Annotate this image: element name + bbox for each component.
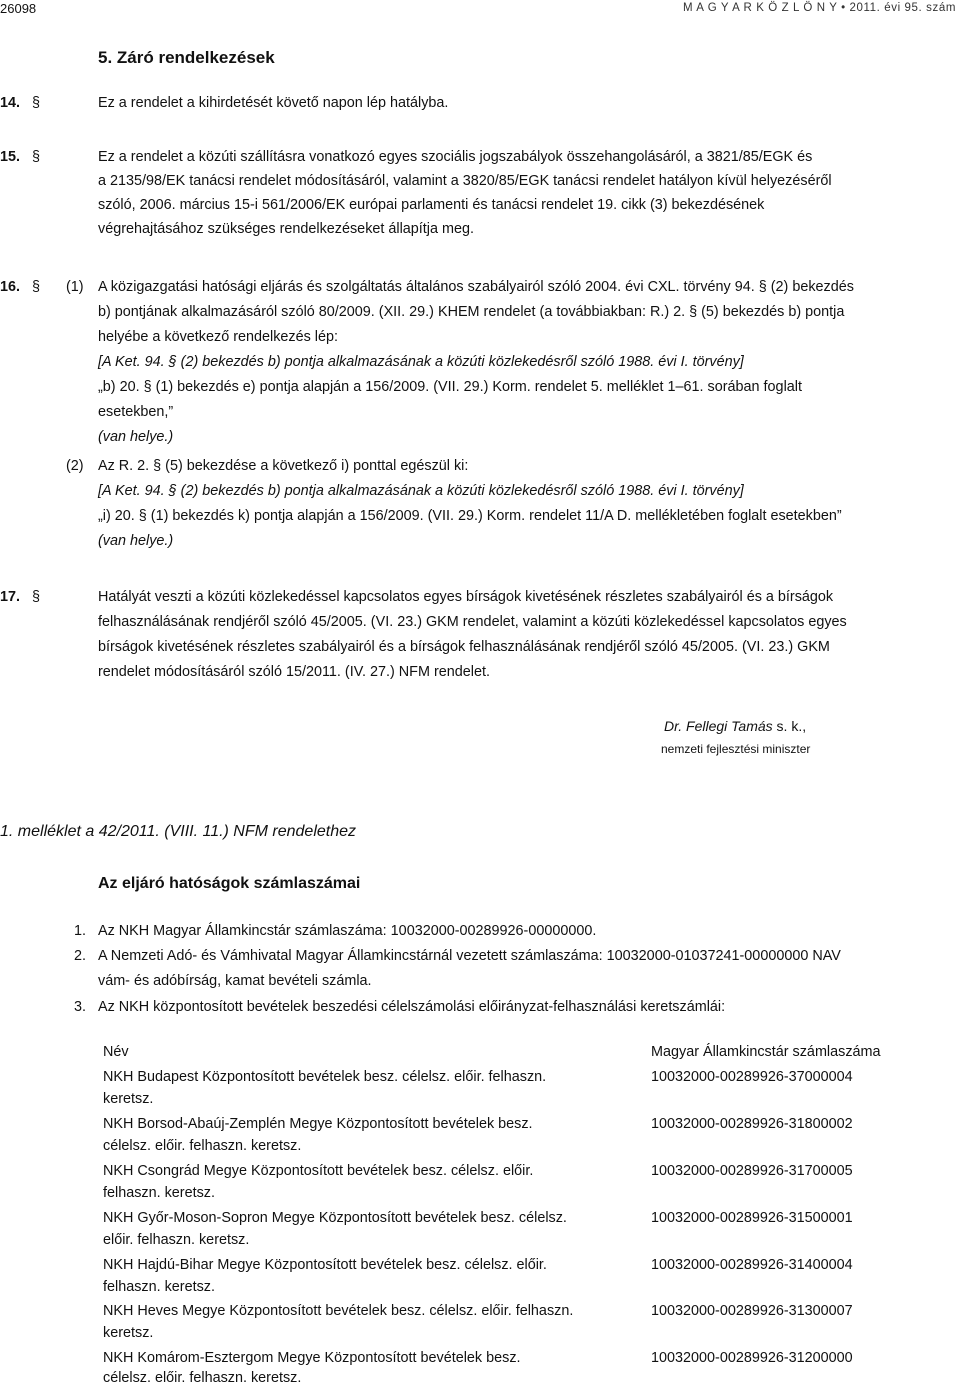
table-header-name: Név bbox=[103, 1044, 129, 1060]
list-item-number: 2. bbox=[74, 948, 87, 964]
paragraph-16-line: Az R. 2. § (5) bekezdése a következő i) ponttal egészül ki: bbox=[98, 458, 469, 474]
annex-heading: 1. melléklet a 42/2011. (VIII. 11.) NFM rendelethez bbox=[0, 823, 357, 840]
paragraph-15-line: végrehajtásához szükséges rendelkezéseket állapítja meg. bbox=[98, 221, 474, 237]
paragraph-16-line: helyébe a következő rendelkezés lép: bbox=[98, 329, 338, 345]
paragraph-17-line: bírságok kivetésének részletes szabályairól és a bírságok felhasználásának rendjéről szóló 45/2005. (VI. 23.) GKM bbox=[98, 639, 830, 655]
table-row-name: NKH Borsod-Abaúj-Zemplén Megye Központosított bevételek besz. bbox=[103, 1116, 533, 1132]
journal-header: M A G Y A R K Ö Z L Ö N Y • 2011. évi 95. szám bbox=[682, 2, 956, 14]
paragraph-number-17: 17. bbox=[0, 589, 21, 605]
section-symbol: § bbox=[32, 589, 41, 605]
table-row-account: 10032000-00289926-31400004 bbox=[651, 1257, 853, 1273]
paragraph-16-line: A közigazgatási hatósági eljárás és szolgáltatás általános szabályairól szóló 2004. évi CXL. törvény 94. § (2) bekezdés bbox=[98, 279, 854, 295]
page-number: 26098 bbox=[0, 1, 37, 16]
table-row-name: NKH Hajdú-Bihar Megye Központosított bevételek besz. célelsz. előir. bbox=[103, 1257, 547, 1273]
table-row-account: 10032000-00289926-31200000 bbox=[651, 1350, 853, 1366]
paragraph-16-italic: [A Ket. 94. § (2) bekezdés b) pontja alkalmazásának a közúti közlekedésről szóló 1988. évi I. törvény] bbox=[98, 483, 744, 499]
paragraph-16-quote: esetekben,” bbox=[98, 404, 174, 420]
paragraph-number-15: 15. bbox=[0, 149, 21, 165]
paragraph-15-line: Ez a rendelet a közúti szállításra vonatkozó egyes szociális jogszabályok összehangolásáról, a 3821/85/EGK és bbox=[98, 149, 813, 165]
table-row-name: NKH Budapest Központosított bevételek besz. célelsz. előir. felhaszn. bbox=[103, 1069, 547, 1085]
list-item-number: 1. bbox=[74, 923, 87, 939]
signatory-title: nemzeti fejlesztési miniszter bbox=[661, 742, 811, 756]
paragraph-15-line: a 2135/98/EK tanácsi rendelet módosításáról, valamint a 3820/85/EGK tanácsi rendelet hatályon kívül helyezéséről bbox=[98, 173, 832, 189]
table-row-account: 10032000-00289926-31300007 bbox=[651, 1303, 853, 1319]
annex-subtitle: Az eljáró hatóságok számlaszámai bbox=[98, 875, 361, 892]
paragraph-16-closing: (van helye.) bbox=[98, 429, 174, 445]
paragraph-17-line: felhasználásának rendjéről szóló 45/2005. (VI. 23.) GKM rendelet, valamint a közúti közlekedéssel kapcsolatos egyes bbox=[98, 614, 847, 630]
section-symbol: § bbox=[32, 279, 41, 295]
table-row-name: keretsz. bbox=[103, 1325, 154, 1341]
section-symbol: § bbox=[32, 95, 41, 111]
signature-suffix: s. k., bbox=[772, 718, 807, 734]
table-row-name: keretsz. bbox=[103, 1091, 154, 1107]
list-item-number: 3. bbox=[74, 999, 87, 1015]
list-item-text: Az NKH központosított bevételek beszedési célelszámolási előirányzat-felhasználási keretszámlái: bbox=[98, 999, 726, 1015]
paragraph-16-quote: „b) 20. § (1) bekezdés e) pontja alapján a 156/2009. (VII. 29.) Korm. rendelet 5. melléklet 1–61. sorában foglalt bbox=[98, 379, 802, 395]
table-row-name: célelsz. előir. felhaszn. keretsz. bbox=[103, 1370, 302, 1386]
table-row-account: 10032000-00289926-31500001 bbox=[651, 1210, 853, 1226]
table-row-name: NKH Heves Megye Központosított bevételek besz. célelsz. előir. felhaszn. bbox=[103, 1303, 574, 1319]
table-row-account: 10032000-00289926-37000004 bbox=[651, 1069, 853, 1085]
table-header-account: Magyar Államkincstár számlaszáma bbox=[651, 1044, 881, 1060]
table-row-name: előir. felhaszn. keretsz. bbox=[103, 1232, 250, 1248]
paragraph-16-line: b) pontjának alkalmazásáról szóló 80/2009. (XII. 29.) KHEM rendelet (a továbbiakban: R.) 2. § (5) bekezdés b) pontja bbox=[98, 304, 845, 320]
list-item-text: A Nemzeti Adó- és Vámhivatal Magyar Államkincstárnál vezetett számlaszáma: 10032000-01037241-00000000 NAV bbox=[98, 948, 841, 964]
subsection-number: (1) bbox=[66, 279, 84, 295]
table-row-name: felhaszn. keretsz. bbox=[103, 1279, 215, 1295]
paragraph-number-16: 16. bbox=[0, 279, 21, 295]
table-row-name: célelsz. előir. felhaszn. keretsz. bbox=[103, 1138, 302, 1154]
signatory-name: Dr. Fellegi Tamás bbox=[664, 718, 773, 734]
paragraph-17-line: Hatályát veszti a közúti közlekedéssel kapcsolatos egyes bírságok kivetésének részletes szabályairól és a bírságok bbox=[98, 589, 834, 605]
table-row-name: felhaszn. keretsz. bbox=[103, 1185, 215, 1201]
signature-line bbox=[664, 715, 806, 739]
paragraph-16-italic: [A Ket. 94. § (2) bekezdés b) pontja alkalmazásának a közúti közlekedésről szóló 1988. évi I. törvény] bbox=[98, 354, 744, 370]
table-row-account: 10032000-00289926-31800002 bbox=[651, 1116, 853, 1132]
table-row-name: NKH Csongrád Megye Központosított bevételek besz. célelsz. előir. bbox=[103, 1163, 534, 1179]
list-item-text: Az NKH Magyar Államkincstár számlaszáma: 10032000-00289926-00000000. bbox=[98, 923, 597, 939]
table-row-account: 10032000-00289926-31700005 bbox=[651, 1163, 853, 1179]
subsection-number: (2) bbox=[66, 458, 84, 474]
paragraph-17-line: rendelet módosításáról szóló 15/2011. (IV. 27.) NFM rendelet. bbox=[98, 664, 490, 680]
paragraph-14-text: Ez a rendelet a kihirdetését követő napon lép hatályba. bbox=[98, 95, 449, 111]
table-row-name: NKH Komárom-Esztergom Megye Központosított bevételek besz. bbox=[103, 1350, 521, 1366]
paragraph-number-14: 14. bbox=[0, 95, 21, 111]
paragraph-15-line: szóló, 2006. március 15-i 561/2006/EK európai parlamenti és tanácsi rendelet 19. cikk (3) bekezdésének bbox=[98, 197, 765, 213]
table-row-name: NKH Győr-Moson-Sopron Megye Központosított bevételek besz. célelsz. bbox=[103, 1210, 567, 1226]
section-title: 5. Záró rendelkezések bbox=[98, 48, 275, 67]
paragraph-16-closing: (van helye.) bbox=[98, 533, 174, 549]
section-symbol: § bbox=[32, 149, 41, 165]
paragraph-16-quote: „i) 20. § (1) bekezdés k) pontja alapján a 156/2009. (VII. 29.) Korm. rendelet 11/A D. mellékletében foglalt esetekben” bbox=[98, 508, 842, 524]
list-item-text: vám- és adóbírság, kamat bevételi számla. bbox=[98, 973, 372, 989]
